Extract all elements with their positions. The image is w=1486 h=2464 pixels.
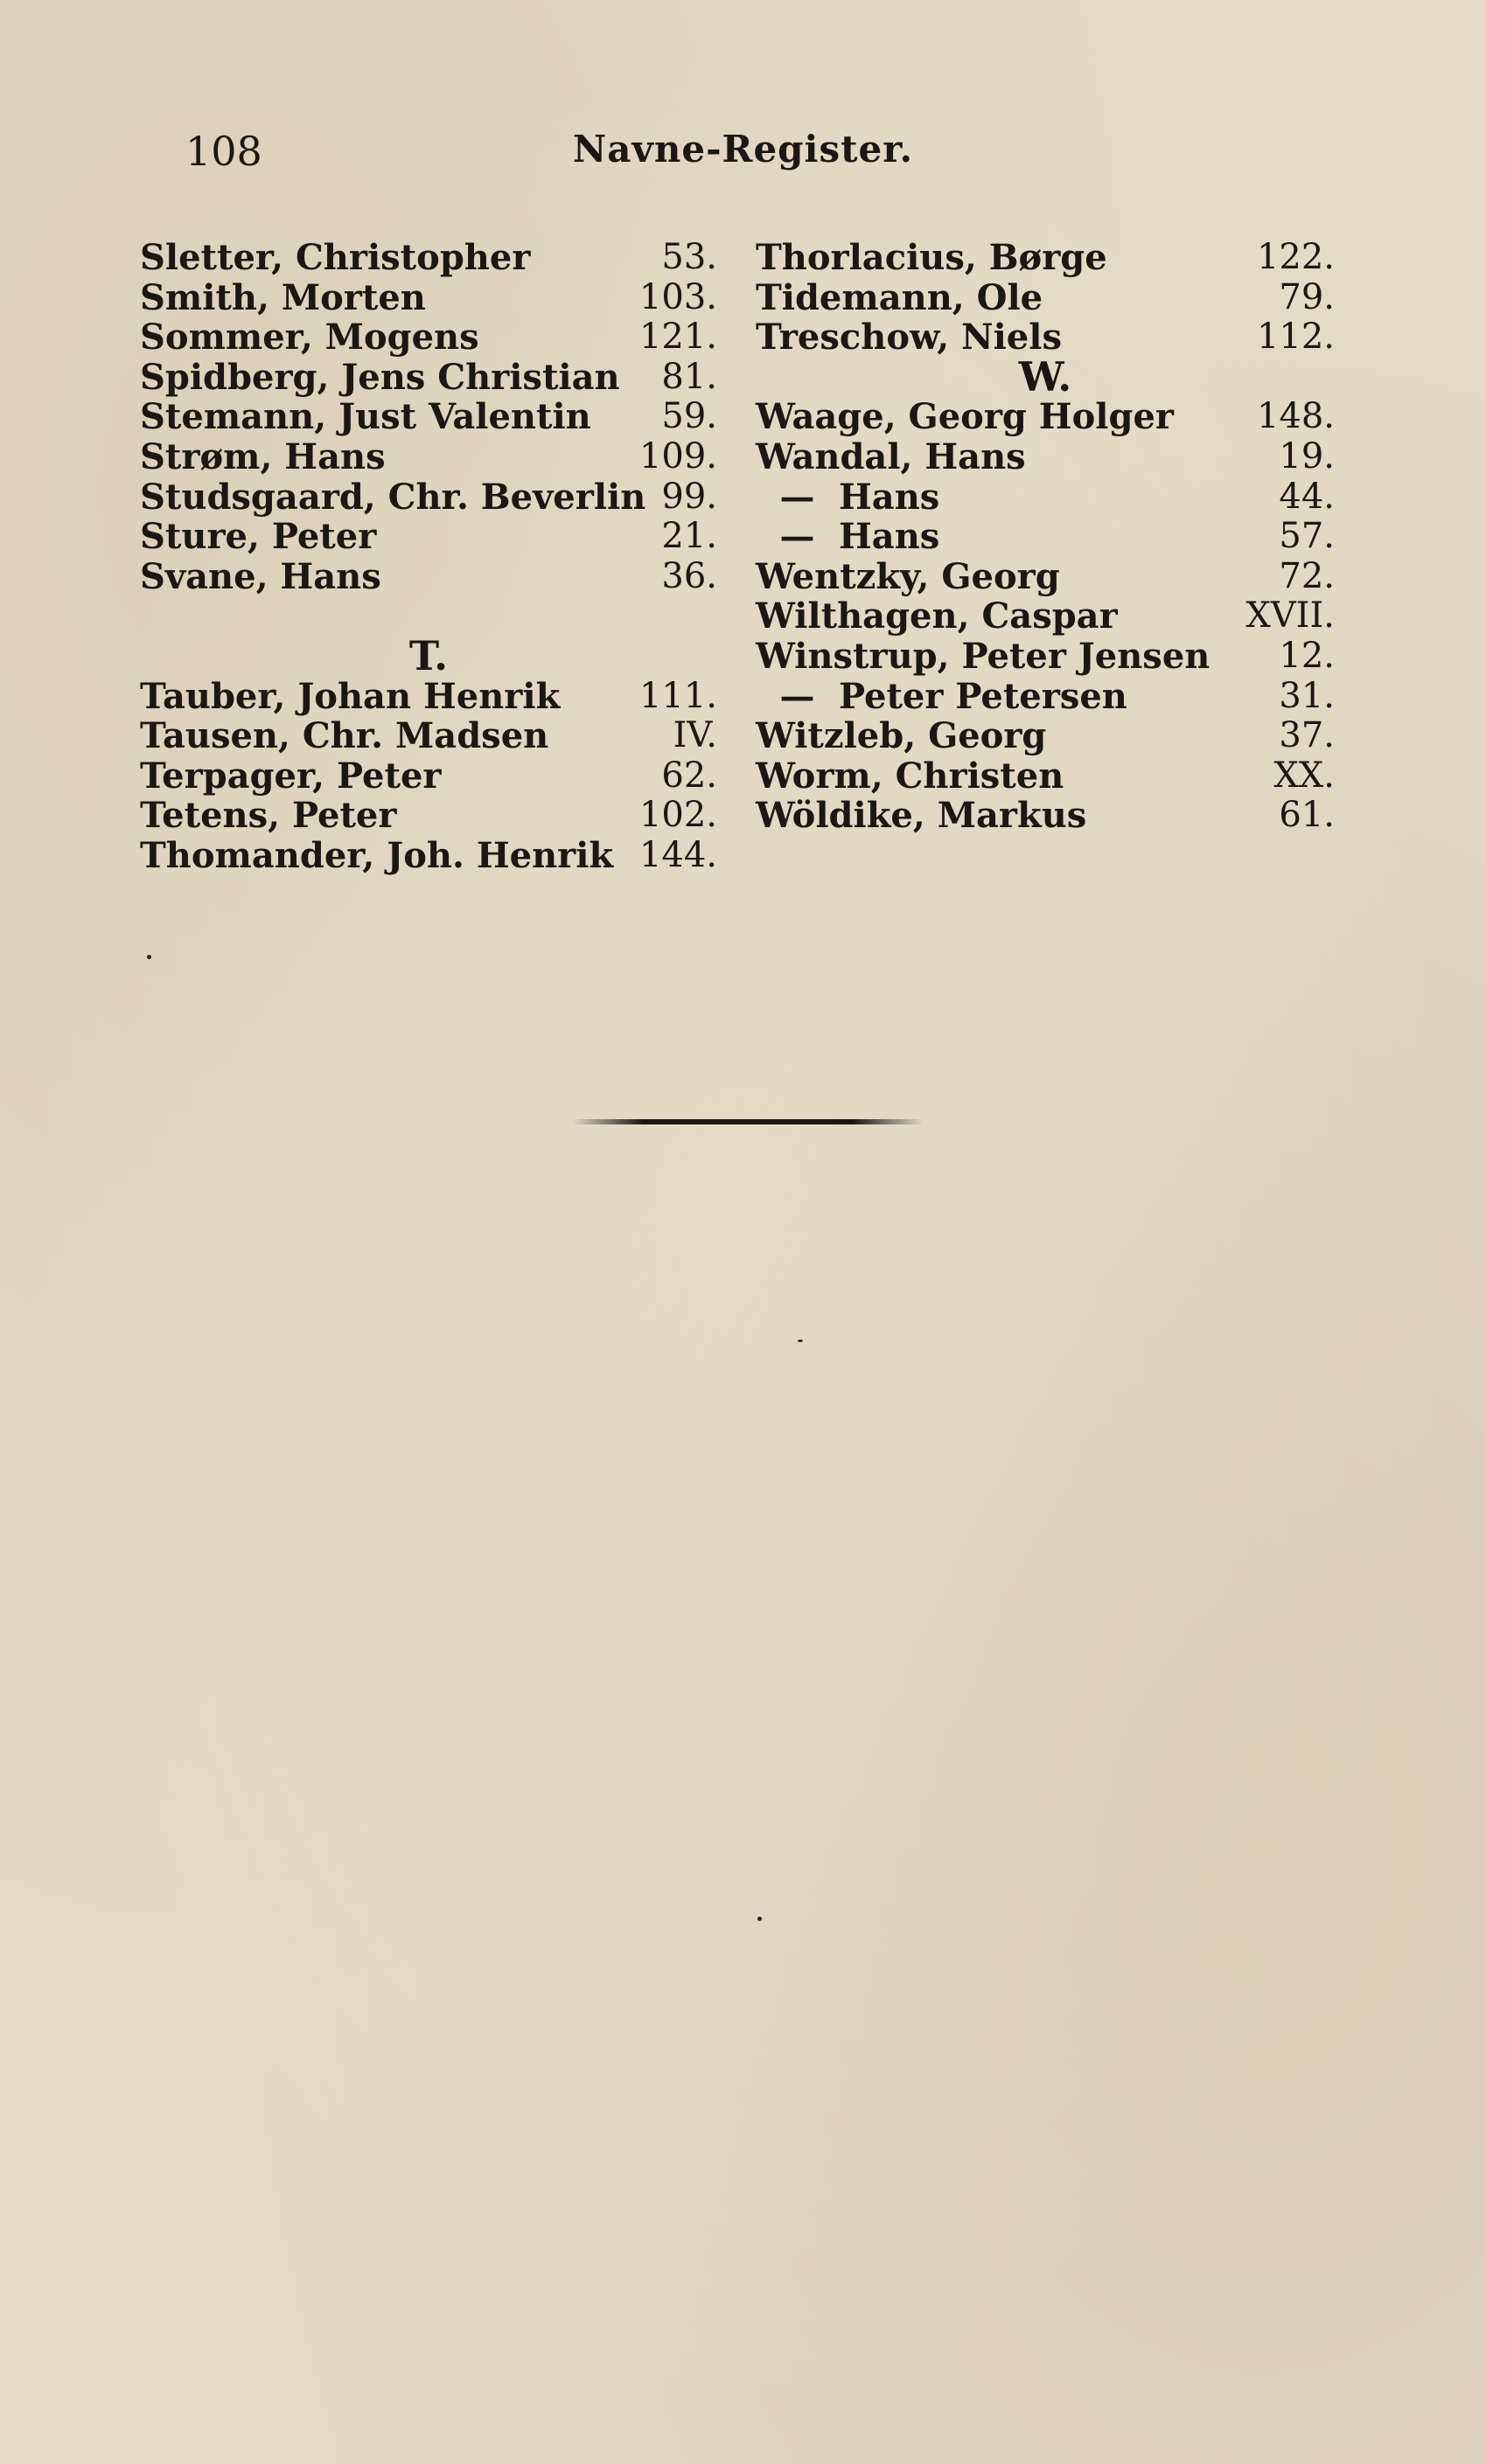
entry-name: Thorlacius, Børge <box>756 237 1107 278</box>
entry-page-ref: 102. <box>638 795 717 836</box>
entry-name: Sletter, Christopher <box>140 237 531 278</box>
index-entry <box>140 796 717 836</box>
entry-page-ref: 37. <box>1279 715 1335 756</box>
entry-page-ref: 44. <box>1279 476 1335 517</box>
entry-page-ref: 59. <box>661 396 717 437</box>
entry-page-ref: 21. <box>661 516 717 557</box>
entry-page-ref: 61. <box>1279 795 1335 836</box>
page-number: 108 <box>185 128 262 175</box>
entry-name: Strøm, Hans <box>140 435 386 477</box>
entry-page-ref: XX. <box>1273 755 1335 796</box>
entry-name: Tausen, Chr. Madsen <box>140 715 549 757</box>
entry-name: Studsgaard, Chr. Beverlin <box>140 476 646 518</box>
index-entry <box>756 397 1335 437</box>
index-entry <box>756 796 1335 836</box>
index-entry <box>756 477 1335 518</box>
index-entry <box>140 397 717 437</box>
entry-name <box>756 517 939 557</box>
ink-speck <box>757 1917 762 1921</box>
entry-page-ref: 12. <box>1279 635 1335 676</box>
index-entry <box>140 716 717 756</box>
index-entry <box>140 477 717 518</box>
entry-name: Smith, Morten <box>140 276 426 318</box>
index-entry <box>756 238 1335 278</box>
entry-page-ref: 122. <box>1256 237 1335 277</box>
entry-page-ref: 57. <box>1279 516 1335 557</box>
index-entry <box>140 557 717 597</box>
index-column-left <box>140 238 717 876</box>
entry-name: Treschow, Niels <box>756 317 1062 358</box>
entry-name: Tidemann, Ole <box>756 276 1043 318</box>
entry-name: Tetens, Peter <box>140 795 397 837</box>
ink-speck <box>798 1340 803 1342</box>
entry-name: Winstrup, Peter Jensen <box>756 635 1210 677</box>
entry-name: Wentzky, Georg <box>756 555 1060 597</box>
index-entry <box>140 278 717 318</box>
entry-page-ref: 81. <box>661 356 717 397</box>
entry-name: Waage, Georg Holger <box>756 396 1174 438</box>
entry-name: Wilthagen, Caspar <box>756 595 1118 637</box>
entry-name: Wöldike, Markus <box>756 795 1087 837</box>
index-entry <box>756 596 1335 637</box>
index-entry <box>756 756 1335 797</box>
entry-page-ref: 31. <box>1279 675 1335 716</box>
index-entry <box>140 677 717 717</box>
entry-name: Tauber, Johan Henrik <box>140 675 561 717</box>
entry-name-text: Hans <box>839 476 940 518</box>
ditto-dash: — <box>779 675 815 717</box>
entry-page-ref: 144. <box>638 834 717 875</box>
entry-name: Sommer, Mogens <box>140 317 479 358</box>
entry-name: Thomander, Joh. Henrik <box>140 834 614 876</box>
index-entry <box>140 437 717 477</box>
entry-page-ref: 112. <box>1256 317 1335 358</box>
entry-page-ref: 79. <box>1279 276 1335 317</box>
entry-name-text: Peter Petersen <box>839 675 1127 717</box>
index-entry <box>756 278 1335 318</box>
entry-page-ref: 62. <box>661 755 717 796</box>
entry-name: Witzleb, Georg <box>756 715 1047 757</box>
entry-page-ref: 72. <box>1279 555 1335 596</box>
index-entry <box>140 358 717 398</box>
ditto-dash: — <box>779 476 815 518</box>
index-column-right <box>756 238 1335 836</box>
entry-page-ref: 111. <box>638 675 717 716</box>
entry-name <box>756 477 939 518</box>
index-entry <box>756 677 1335 717</box>
section-letter-heading: T. <box>408 631 449 679</box>
entry-name: Worm, Christen <box>756 755 1064 797</box>
index-entry <box>756 317 1335 358</box>
entry-page-ref: IV. <box>673 715 717 756</box>
blank-line <box>140 596 717 637</box>
index-entry <box>756 716 1335 756</box>
index-entry <box>140 756 717 797</box>
entry-page-ref: 121. <box>638 317 717 358</box>
entry-name: Wandal, Hans <box>756 435 1026 477</box>
index-entry <box>140 517 717 557</box>
running-head: Navne-Register. <box>572 128 914 171</box>
entry-name: Spidberg, Jens Christian <box>140 356 620 398</box>
end-rule <box>573 1119 923 1124</box>
entry-page-ref: 19. <box>1279 435 1335 477</box>
index-entry <box>140 238 717 278</box>
entry-name-text: Hans <box>839 516 940 558</box>
index-entry <box>756 437 1335 477</box>
index-entry <box>140 836 717 876</box>
index-entry <box>756 557 1335 597</box>
entry-page-ref: 53. <box>661 237 717 277</box>
section-letter-heading: W. <box>1018 352 1072 400</box>
entry-page-ref: 148. <box>1256 396 1335 437</box>
ink-speck <box>147 955 151 959</box>
entry-page-ref: 36. <box>661 555 717 596</box>
entry-name: Svane, Hans <box>140 555 381 597</box>
entry-page-ref: XVII. <box>1245 595 1335 637</box>
entry-name: Sture, Peter <box>140 516 377 558</box>
index-entry <box>756 637 1335 677</box>
entry-page-ref: 109. <box>638 435 717 477</box>
ditto-dash: — <box>779 516 815 558</box>
entry-name <box>756 677 1127 717</box>
index-entry <box>756 517 1335 557</box>
index-entry <box>140 317 717 358</box>
entry-name: Terpager, Peter <box>140 755 442 797</box>
entry-name: Stemann, Just Valentin <box>140 396 591 438</box>
entry-page-ref: 99. <box>661 476 717 517</box>
entry-page-ref: 103. <box>638 276 717 317</box>
